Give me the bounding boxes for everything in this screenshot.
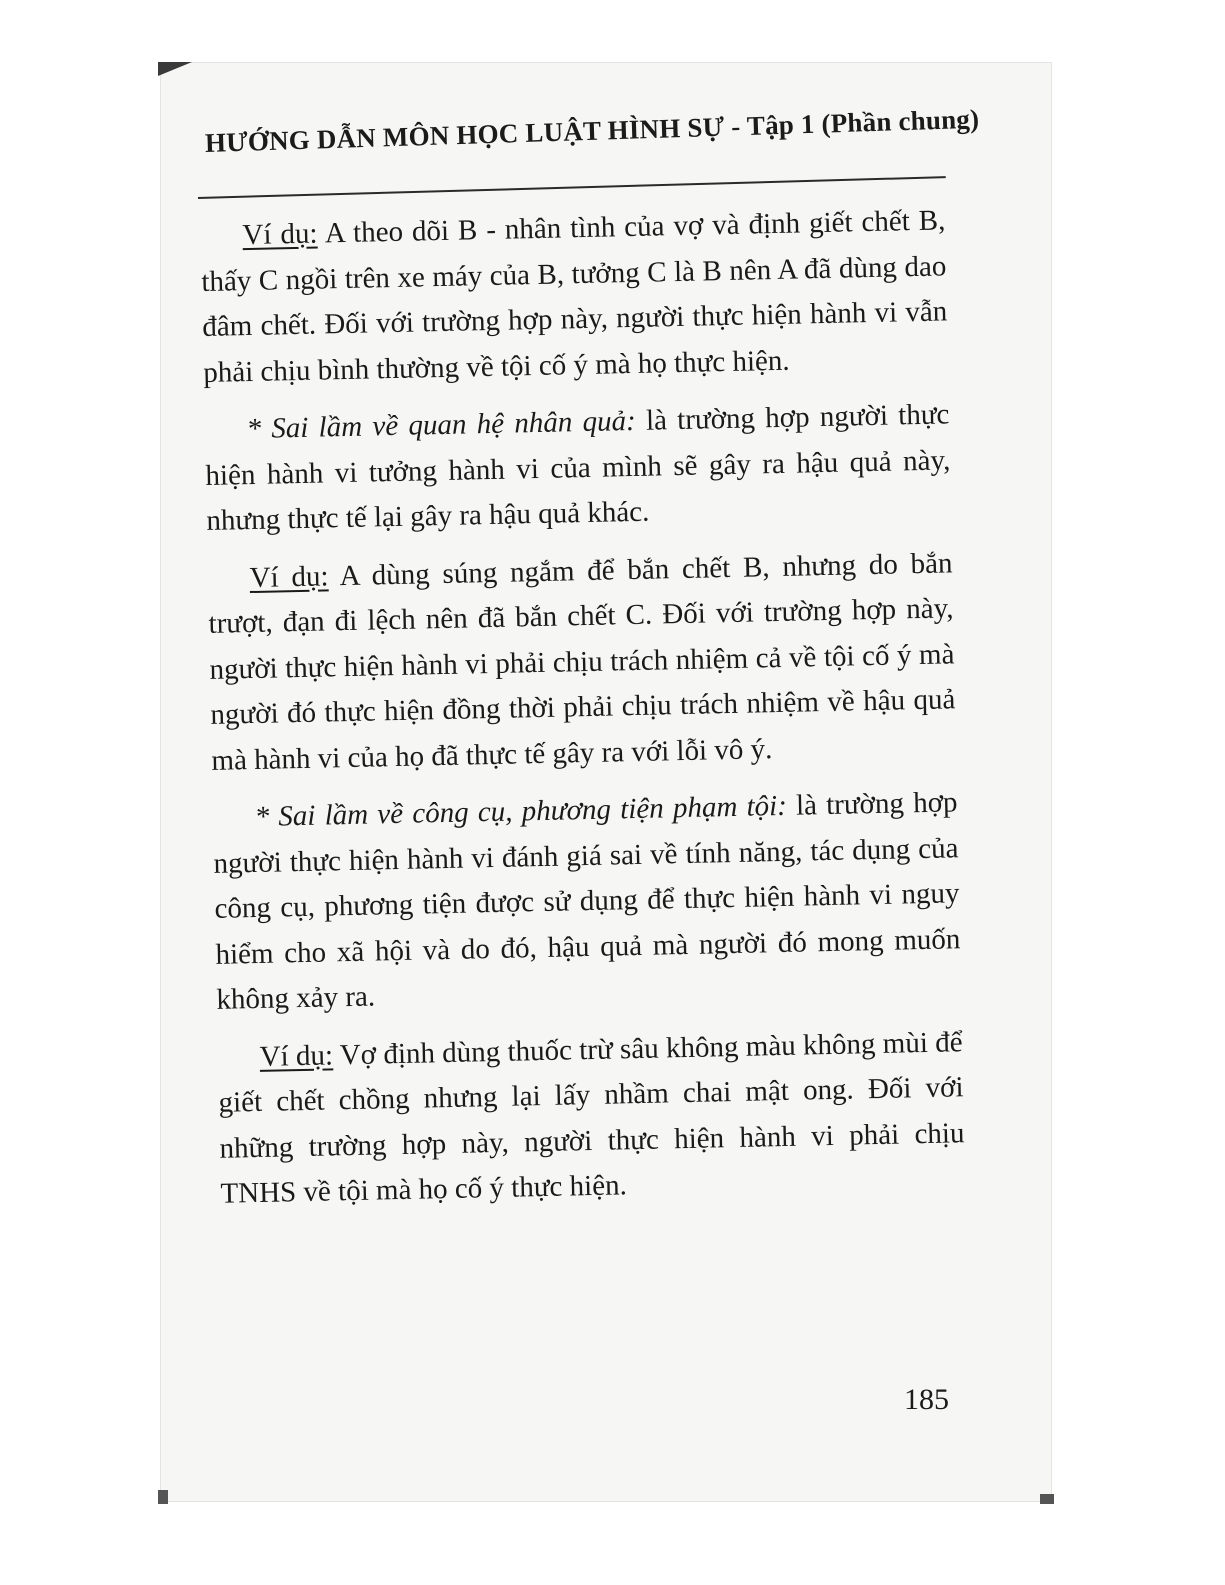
paragraph-text: là trường hợp người thực hiện hành vi đánh giá sai về tính năng, tác dụng của công cụ, phương tiện được sử dụng để thực hiện hành vi nguy hiểm cho xã hội và do đó, hậu quả mà người đó mong muốn không xảy ra. (213, 786, 961, 1016)
example-label: Ví dụ: (249, 559, 329, 594)
paragraph-text: Vợ định dùng thuốc trừ sâu không màu không mùi để giết chết chồng nhưng lại lấy nhầm chai mật ong. Đối với những trường hợp này, người thực hiện hành vi phải chịu TNHS về tội mà họ cố ý thực hiện. (218, 1025, 965, 1210)
paragraph-tool-error (212, 780, 962, 1023)
paragraph-text: A theo dõi B - nhân tình của vợ và định giết chết B, thấy C ngồi trên xe máy của B, tưởng C là B nên A đã dùng dao đâm chết. Đối với trường hợp này, người thực hiện hành vi vẫn phải chịu bình thường về tội cố ý mà họ thực hiện. (201, 204, 948, 389)
paragraph-text: là trường hợp người thực hiện hành vi tưởng hành vi của mình sẽ gây ra hậu quả này, nhưng thực tế lại gây ra hậu quả khác. (205, 398, 951, 537)
paragraph-causal-error (204, 392, 952, 544)
paragraph-example-3 (217, 1020, 966, 1218)
paragraph-text: A dùng súng ngắm để bắn chết B, nhưng do bắn trượt, đạn đi lệch nên đã bắn chết C. Đối với trường hợp này, người thực hiện hành vi phải chịu trách nhiệm cả về tội cố ý mà người đó thực hiện đồng thời phải chịu trách nhiệm về hậu quả mà hành vi của họ đã thực tế gây ra với lỗi vô ý. (208, 546, 956, 777)
italic-term: * Sai lầm về quan hệ nhân quả: (246, 404, 637, 446)
paragraph-example-1 (200, 198, 949, 396)
page-corner-bottom-right (1040, 1494, 1054, 1504)
page-corner-shadow (158, 62, 192, 76)
body-text (200, 198, 966, 1229)
paragraph-example-2 (207, 541, 957, 784)
page-number: 185 (904, 1383, 949, 1416)
italic-term: * Sai lầm về công cụ, phương tiện phạm tội: (254, 789, 788, 833)
running-header: HƯỚNG DẪN MÔN HỌC LUẬT HÌNH SỰ - Tập 1 (Phần chung) (204, 103, 980, 158)
page-corner-bottom-left (158, 1490, 168, 1504)
example-label: Ví dụ: (242, 217, 318, 252)
example-label: Ví dụ: (259, 1038, 334, 1073)
